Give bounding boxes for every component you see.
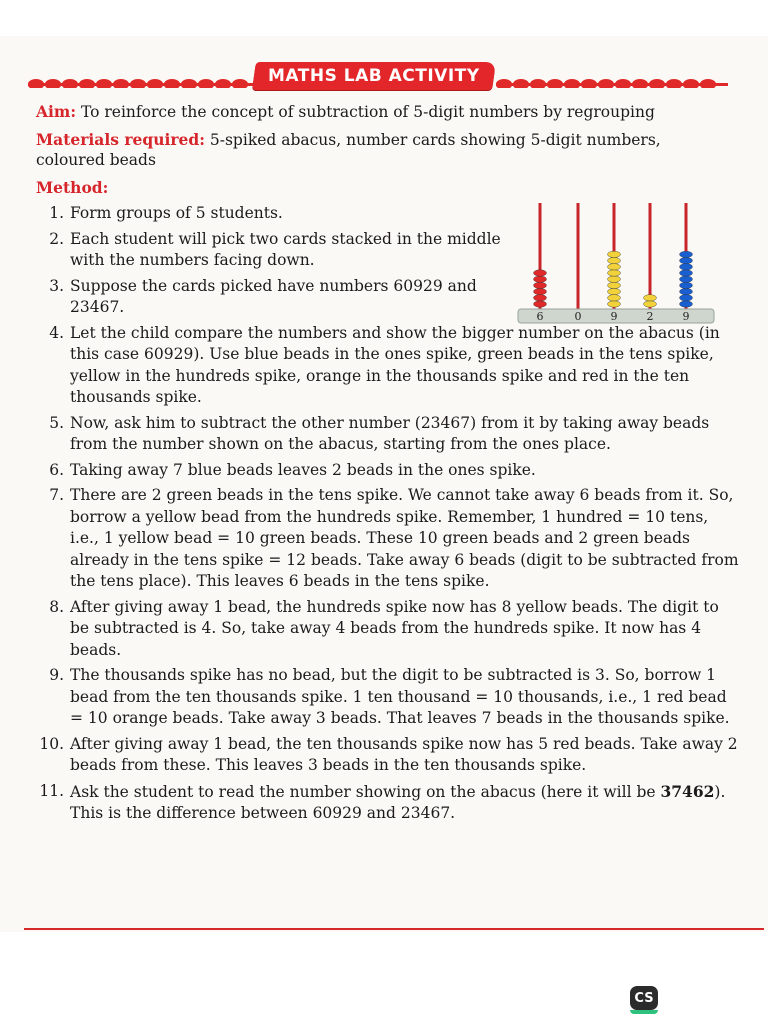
step-text: Taking away 7 blue beads leaves 2 beads in the ones spike. bbox=[70, 460, 536, 479]
abacus-bead bbox=[608, 282, 621, 288]
abacus-bead bbox=[534, 270, 547, 276]
step-3 bbox=[36, 276, 480, 319]
step-text: Now, ask him to subtract the other number (23467) from it by taking away beads from the number shown on the abacus, starting from the ones place. bbox=[70, 413, 710, 453]
camscanner-logo-text: CS bbox=[634, 990, 654, 1006]
abacus-bead bbox=[608, 276, 621, 282]
materials-text: 5-spiked abacus, number cards showing 5-digit numbers, coloured beads bbox=[36, 131, 661, 169]
method-heading: Method: bbox=[36, 178, 109, 197]
materials-label: Materials required: bbox=[36, 130, 205, 149]
abacus-bead bbox=[680, 295, 693, 301]
abacus-bead bbox=[608, 270, 621, 276]
step-number: 10. bbox=[39, 734, 64, 753]
step-number: 5. bbox=[49, 413, 64, 432]
abacus-digit-label: 0 bbox=[574, 310, 582, 323]
activity-banner bbox=[252, 62, 496, 90]
abacus-bead bbox=[608, 251, 621, 257]
step-5 bbox=[36, 413, 742, 456]
step-2 bbox=[36, 229, 510, 272]
abacus-bead bbox=[680, 288, 693, 294]
step-number: 2. bbox=[49, 229, 64, 248]
aim-text: To reinforce the concept of subtraction of 5-digit numbers by regrouping bbox=[76, 103, 655, 121]
step-number: 11. bbox=[39, 781, 64, 800]
step-number: 9. bbox=[49, 666, 64, 684]
step-text: The thousands spike has no bead, but the digit to be subtracted is 3. So, borrow 1 bead from the ten thousands spike. 1 ten thousand = 10 thousands, i.e., 1 red bead = 10 orange beads. Take away 3 beads. That leaves 7 beads in the thousands spike. bbox=[70, 666, 730, 727]
step-number: 6. bbox=[49, 460, 64, 479]
abacus-bead bbox=[644, 301, 657, 307]
step-7 bbox=[36, 485, 742, 593]
abacus-bead bbox=[608, 301, 621, 307]
abacus-bead bbox=[644, 295, 657, 301]
abacus-graphic bbox=[516, 197, 720, 327]
abacus-bead bbox=[534, 288, 547, 294]
step-text: Each student will pick two cards stacked in the middle with the numbers facing down. bbox=[70, 229, 501, 269]
abacus-bead bbox=[534, 301, 547, 307]
step-number: 3. bbox=[49, 276, 64, 295]
abacus-bead bbox=[680, 301, 693, 307]
step-text: Form groups of 5 students. bbox=[70, 204, 283, 222]
abacus-digit-label: 9 bbox=[682, 310, 690, 323]
abacus-bead bbox=[534, 276, 547, 282]
step-text-after: ). This is the difference between 60929 and 23467. bbox=[70, 782, 726, 822]
abacus-bead bbox=[680, 257, 693, 263]
abacus-illustration bbox=[516, 197, 720, 327]
step-9 bbox=[36, 665, 742, 730]
step-6 bbox=[36, 460, 742, 482]
camscanner-logo bbox=[630, 986, 658, 1010]
step-number: 7. bbox=[49, 486, 64, 504]
step-text: Let the child compare the numbers and show the bigger number on the abacus (in this case 60929). Use blue beads in the ones spike, green beads in the tens spike, yellow in the hundreds spike, orange in the thousands spike and red in the ten thousands spike. bbox=[70, 323, 720, 406]
materials-line bbox=[36, 130, 676, 170]
step-10 bbox=[36, 734, 742, 777]
abacus-bead bbox=[680, 251, 693, 257]
step-number: 4. bbox=[49, 323, 64, 342]
scallop-border-left bbox=[28, 74, 263, 88]
step-text-before: Ask the student to read the number showing on the abacus (here it will be bbox=[70, 782, 661, 801]
step-number: 8. bbox=[49, 597, 64, 616]
aim-line bbox=[36, 102, 666, 122]
abacus-bead bbox=[608, 264, 621, 270]
aim-label: Aim: bbox=[36, 102, 77, 121]
activity-header bbox=[28, 60, 728, 96]
abacus-bead bbox=[608, 257, 621, 263]
top-margin bbox=[0, 0, 768, 36]
abacus-spike bbox=[649, 203, 652, 309]
abacus-digit-label: 9 bbox=[610, 310, 618, 323]
step-11 bbox=[36, 781, 742, 825]
step-4 bbox=[36, 323, 742, 409]
abacus-bead bbox=[680, 282, 693, 288]
step-text: After giving away 1 bead, the ten thousands spike now has 5 red beads. Take away 2 beads from these. This leaves 3 beads in the ten thousands spike. bbox=[70, 734, 738, 774]
bottom-rule bbox=[24, 928, 764, 930]
abacus-bead bbox=[534, 295, 547, 301]
scallop-border-right bbox=[496, 74, 728, 88]
step-8 bbox=[36, 597, 742, 662]
step-text: After giving away 1 bead, the hundreds spike now has 8 yellow beads. The digit to be subtracted is 4. So, take away 4 beads from the hundreds spike. It now has 4 beads. bbox=[70, 597, 719, 659]
step-1 bbox=[36, 203, 532, 225]
step-number: 1. bbox=[49, 204, 64, 222]
camscanner-logo-underline bbox=[630, 1010, 658, 1014]
abacus-bead bbox=[534, 282, 547, 288]
step-answer: 37462 bbox=[660, 781, 715, 801]
banner-title: MATHS LAB ACTIVITY bbox=[268, 66, 480, 86]
abacus-bead bbox=[680, 264, 693, 270]
abacus-bead bbox=[608, 295, 621, 301]
abacus-bead bbox=[680, 270, 693, 276]
step-text: Suppose the cards picked have numbers 60929 and 23467. bbox=[70, 276, 477, 316]
abacus-bead bbox=[680, 276, 693, 282]
abacus-digit-label: 2 bbox=[646, 310, 654, 323]
abacus-spike bbox=[577, 203, 580, 309]
step-text: There are 2 green beads in the tens spike. We cannot take away 6 beads from it. So, borrow a yellow bead from the hundreds spike. Remember, 1 hundred = 10 tens, i.e., 1 yellow bead = 10 green beads. These 10 green beads and 2 green beads already in the tens spike = 12 beads. Take away 6 beads (digit to be subtracted from the tens place). This leaves 6 beads in the tens spike. bbox=[70, 486, 739, 590]
abacus-bead bbox=[608, 288, 621, 294]
abacus-digit-label: 6 bbox=[536, 310, 544, 323]
